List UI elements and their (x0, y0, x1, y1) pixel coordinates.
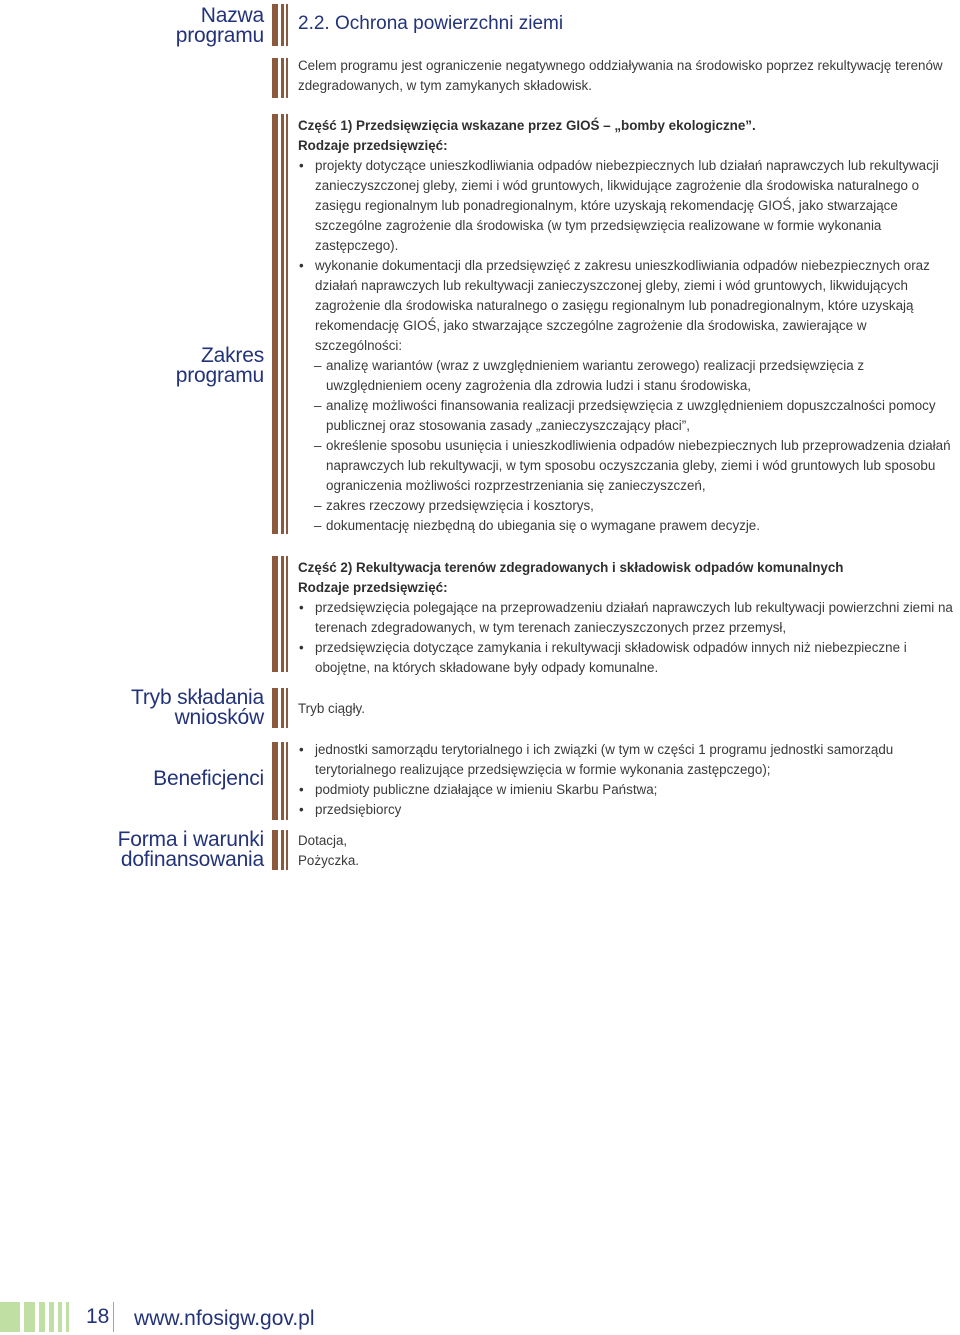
list-item: – analizę wariantów (wraz z uwzględnieniem wariantu zerowego) realizacji przedsięwzięcia z uwzględnieniem oceny zagrożenia dla zdrowia ludzi i stanu środowiska, (298, 356, 956, 396)
part2-heading: Część 2) Rekultywacja terenów zdegradowanych i składowisk odpadów komunalnych (298, 560, 844, 575)
page-number: 18 (86, 1305, 110, 1328)
list-item: – analizę możliwości finansowania realizacji przedsięwzięcia z uwzględnieniem dopuszczalności pomocy publicznej oraz stosowania zasady „zanieczyszczający płaci”, (298, 396, 956, 436)
forma-line: Dotacja, (298, 833, 348, 848)
part2-bullet-list (298, 598, 956, 678)
row-divider-bars (272, 4, 288, 46)
part1-kinds-heading: Rodzaje przedsięwzięć: (298, 138, 448, 153)
beneficjenci-list (298, 740, 956, 820)
row-divider-bars (272, 556, 288, 672)
tryb-text: Tryb ciągły. (298, 701, 365, 716)
label-beneficjenci: Beneficjenci (153, 767, 264, 790)
row-divider-bars (272, 58, 288, 98)
list-item: • przedsięwzięcia dotyczące zamykania i rekultywacji składowisk odpadów innych niż niebezpieczne i obojętne, na których składowane były odpady komunalne. (298, 638, 956, 678)
footer-divider (113, 1302, 114, 1332)
zakres-part2 (298, 558, 956, 678)
list-item: • wykonanie dokumentacji dla przedsięwzięć z zakresu unieszkodliwiania odpadów niebezpiecznych oraz działań naprawczych lub rekultywacji zanieczyszczonej gleby, ziemi i wód gruntowych, likwidujących zagrożenie dla środowiska naturalnego o zasięgu regionalnym lub ponadregionalnym, które uzyskają rekomendację GIOŚ, jako stwarzające szczególne zagrożenie dla środowiska, zawierające w szczególności: – analizę wariantów (wraz z uwzględnieniem wariantu zerowego) realizacji przedsięwzięcia z uwzględnieniem oceny zagrożenia dla zdrowia ludzi i stanu środowiska, – analizę możliwości finansowania realizacji przedsięwzięcia z uwzględnieniem dopuszczalności pomocy publicznej oraz stosowania zasady „zanieczyszczający płaci”, – określenie sposobu usunięcia i unieszkodliwienia odpadów niebezpiecznych lub przeprowadzenia działań naprawczych lub rekultywacji, w tym sposobu oczyszczania gleby, ziemi i wód gruntowych lub sposobu ograniczenia możliwości rozprzestrzeniania się zanieczyszczeń, – zakres rzeczowy przedsięwzięcia i kosztorys, – dokumentację niezbędną do ubiegania się o wymagane prawem decyzje. (298, 256, 956, 536)
nazwa-content (298, 14, 956, 34)
list-item: – określenie sposobu usunięcia i unieszkodliwienia odpadów niebezpiecznych lub przeprowadzenia działań naprawczych lub rekultywacji, w tym sposobu oczyszczania gleby, ziemi i wód gruntowych lub sposobu ograniczenia możliwości rozprzestrzeniania się zanieczyszczeń, (298, 436, 956, 496)
list-item: • przedsięwzięcia polegające na przeprowadzeniu działań naprawczych lub rekultywacji powierzchni ziemi na terenach zdegradowanych, w tym terenach zanieczyszczonych przez przemysł, (298, 598, 956, 638)
label-zakres-programu: Zakres programu (175, 344, 264, 387)
footer-url[interactable]: www.nfosigw.gov.pl (134, 1307, 315, 1330)
list-item: • przedsiębiorcy (298, 800, 956, 820)
program-title: 2.2. Ochrona powierzchni ziemi (298, 13, 564, 34)
list-item: – zakres rzeczowy przedsięwzięcia i kosztorys, (298, 496, 956, 516)
part1-heading: Część 1) Przedsięwzięcia wskazane przez GIOŚ – „bomby ekologiczne”. (298, 118, 756, 133)
part2-kinds-heading: Rodzaje przedsięwzięć: (298, 580, 448, 595)
label-nazwa-programu: Nazwa programu (175, 4, 264, 47)
part1-dash-list (298, 356, 956, 536)
row-divider-bars (272, 114, 288, 534)
list-item: • podmioty publiczne działające w imieniu Skarbu Państwa; (298, 780, 956, 800)
row-divider-bars (272, 742, 288, 820)
forma-line: Pożyczka. (298, 853, 360, 868)
part1-bullet-list (298, 156, 956, 536)
forma-content (298, 831, 956, 871)
zakres-part1 (298, 116, 956, 536)
label-tryb-skladania: Tryb składania wniosków (131, 686, 264, 729)
beneficjenci-content (298, 740, 956, 820)
list-item: • projekty dotyczące unieszkodliwiania odpadów niebezpiecznych lub działań naprawczych lub rekultywacji zanieczyszczonej gleby, ziemi i wód gruntowych, likwidujące zagrożenie dla środowiska naturalnego o zasięgu regionalnym lub ponadregionalnym, które uzyskają rekomendację GIOŚ, jako stwarzające szczególne zagrożenie dla środowiska (w tym przedsięwzięcia realizowane w formie wykonania zastępczego). (298, 156, 956, 256)
row-divider-bars (272, 688, 288, 728)
row-divider-bars (272, 830, 288, 870)
label-forma-warunki: Forma i warunki dofinansowania (117, 828, 264, 871)
list-item: – dokumentację niezbędną do ubiegania się o wymagane prawem decyzje. (298, 516, 956, 536)
program-intro: Celem programu jest ograniczenie negatywnego oddziaływania na środowisko poprzez rekultywację terenów zdegradowanych, w tym zamykanych składowisk. (298, 58, 943, 93)
list-item: • jednostki samorządu terytorialnego i ich związki (w tym w części 1 programu jednostki samorządu terytorialnego realizujące przedsięwzięcia w formie wykonania zastępczego); (298, 740, 956, 780)
